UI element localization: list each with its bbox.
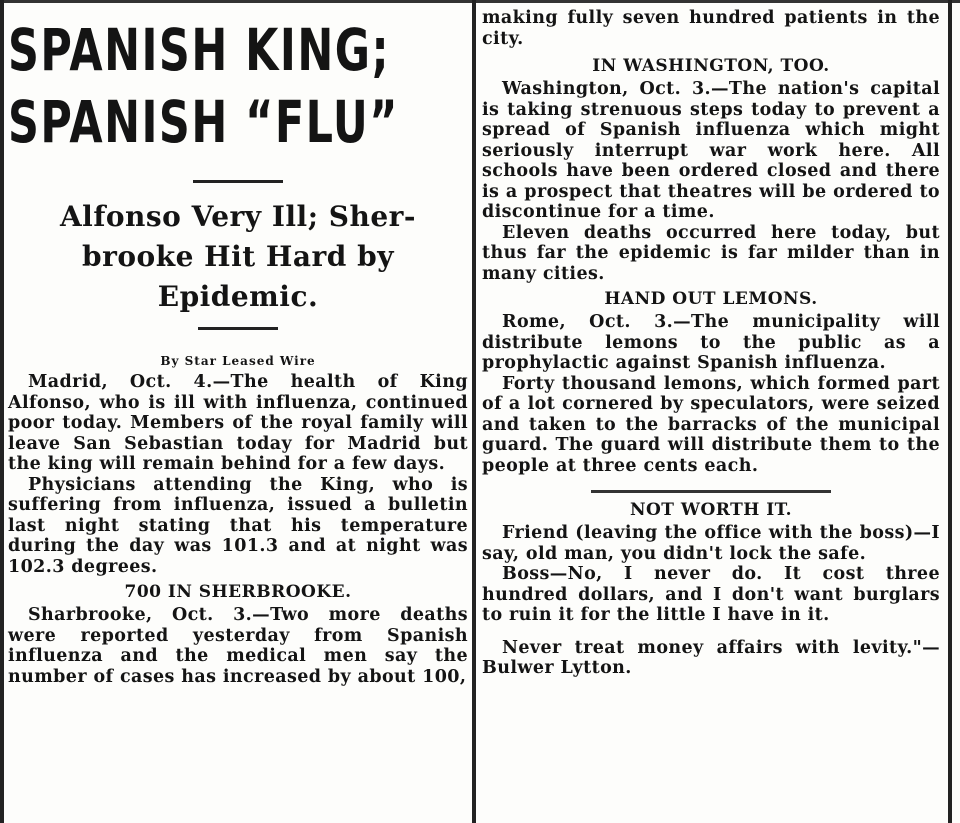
sherbrooke-paragraph: Sharbrooke, Oct. 3.—Two more deaths were reported yesterday from Spanish influenza and the medical men say the number of cases has increased by about 100, [8,605,468,687]
right-column [482,0,940,679]
madrid-paragraph-2: Physicians attending the King, who is suffering from influenza, issued a bulletin last night stating that his temperature during the day was 101.3 and at night was 102.3 degrees. [8,474,468,577]
continuation-paragraph: making fully seven hundred patients in the city. [482,8,940,49]
lemons-paragraph-2: Forty thousand lemons, which formed part of a lot cornered by speculators, were seized and taken to the barracks of the municipal guard. The guard will distribute them to the people at three cents each. [482,373,940,476]
center-column-rule [472,0,476,823]
headline [8,14,399,158]
worth-paragraph-1: Friend (leaving the office with the boss)—I say, old man, you didn't lock the safe. [482,523,940,564]
deck-line-3: Epidemic. [157,280,319,313]
deck [8,197,468,317]
quote-text: Never treat money affairs with levity."—Bulwer Lytton. [482,637,940,678]
right-column-rule [948,0,952,823]
worth-paragraph-2: Boss—No, I never do. It cost three hundred dollars, and I don't want burglars to ruin it for the little I have in it. [482,564,940,625]
headline-line-2: SPANISH “FLU” [8,88,399,156]
lemons-subhead: HAND OUT LEMONS. [604,289,818,309]
washington-story [482,79,940,284]
lemons-paragraph-1: Rome, Oct. 3.—The municipality will distribute lemons to the public as a prophylactic against Spanish influenza. [482,312,940,373]
headline-line-1: SPANISH KING; [8,16,391,84]
washington-paragraph-1: Washington, Oct. 3.—The nation's capital is taking strenuous steps today to prevent a spread of Spanish influenza which might seriously interrupt war work here. All schools have been ordered closed and there is a prospect that theatres will be ordered to discontinue for a time. [482,79,940,222]
quote-block [482,638,940,679]
deck-line-1: Alfonso Very Ill; Sher- [59,200,417,233]
worth-story [482,523,940,626]
lemons-story [482,312,940,476]
washington-paragraph-2: Eleven deaths occurred here today, but thus far the epidemic is far milder than in many cities. [482,222,940,284]
sherbrooke-subhead: 700 IN SHERBROOKE. [124,582,352,602]
deck-divider [198,327,278,330]
worth-subhead: NOT WORTH IT. [629,500,793,520]
headline-divider [193,180,283,183]
deck-line-2: brooke Hit Hard by [82,240,394,273]
left-column [8,0,468,687]
section-divider [591,490,831,493]
sherbrooke-story [8,605,468,687]
byline: By Star Leased Wire [160,354,316,368]
madrid-story [8,372,468,577]
left-column-rule [0,0,4,823]
madrid-paragraph-1: Madrid, Oct. 4.—The health of King Alfonso, who is ill with influenza, continued poor today. Members of the royal family will leave San Sebastian today for Madrid but the king will remain behind for a few days. [8,372,468,474]
continuation-text [482,8,940,49]
washington-subhead: IN WASHINGTON, TOO. [592,56,830,76]
